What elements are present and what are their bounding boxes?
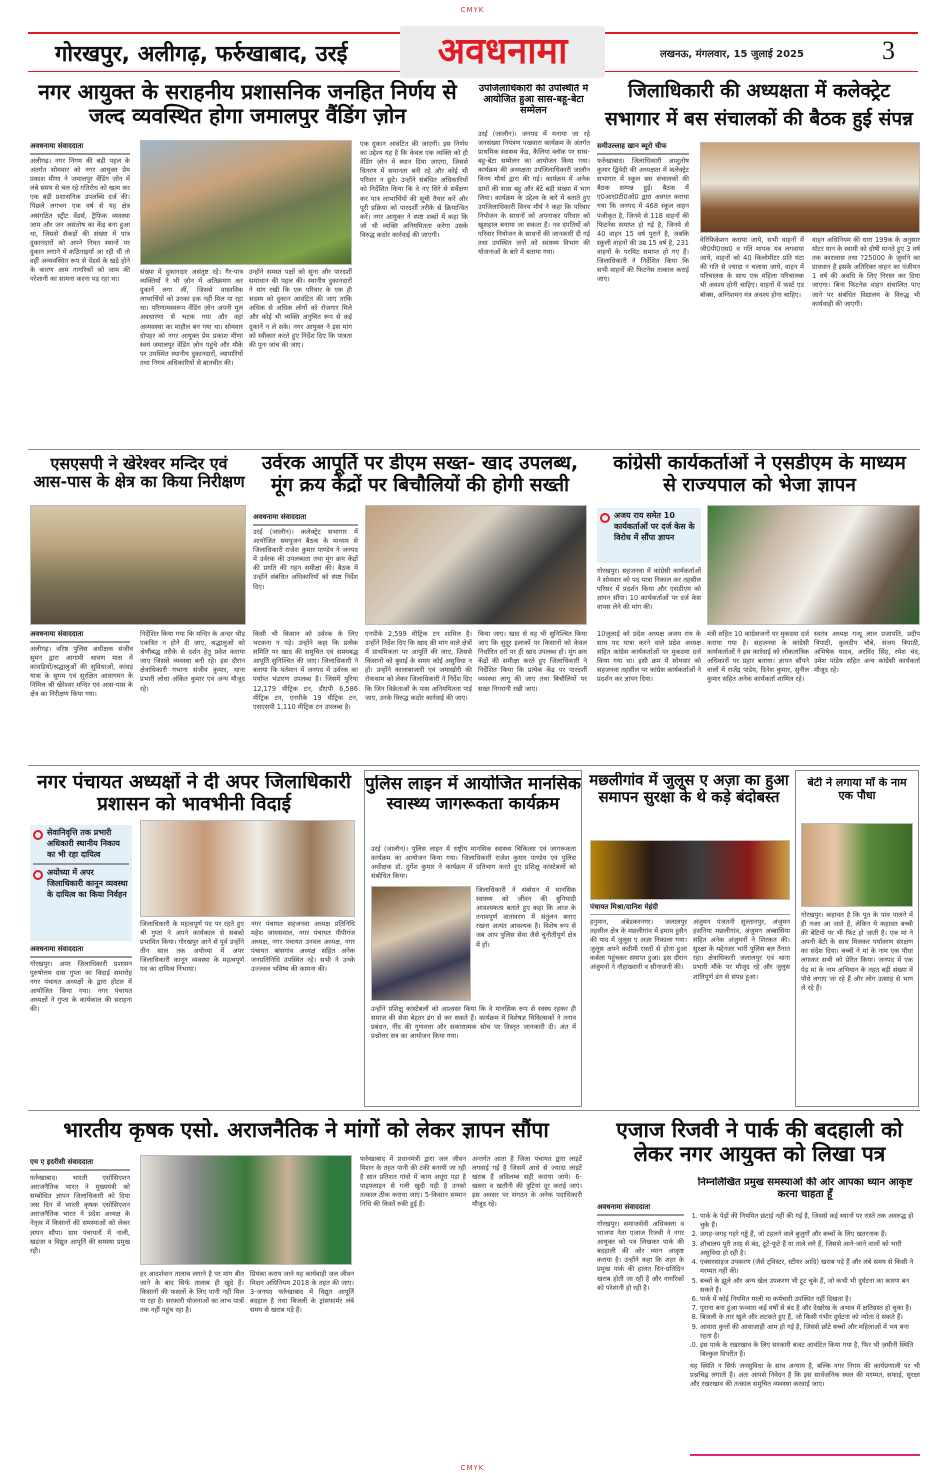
article-column: स्वतंत्र अध्यक्ष गन्धू लाल प्रजापति, प्रदीप त्रिपाठी, कुलदीप चौबे, संजय त्रिपाठी, अभिषेक यादव, अरविंद सिंह, रमेश चंद, उमेश पांडेय सहित अन्य कांग्रेसी कार्यकर्ता मौजूद रहे। [814,630,920,675]
page-number: 3 [882,36,895,65]
photo-farewell [140,820,355,917]
article-headline-congress [597,453,922,497]
article-column: जिलाधिकारी के महत्वपूर्ण पद पर रहते हुए श्री गुप्ता ने अपने कार्यकाल से सबको प्रभावित किया। गोरखपुर आने से पूर्व उन्होंने तीन साल तक अयोध्या में अपर जिलाधिकारी कानून व्यवस्था के महत्वपूर्ण पद का दायित्व निभाया। [140,920,244,974]
article-column: उन्होंने समस्त पक्षों को सुना और पारदर्शी समाधान की पहल की। स्थानीय दुकानदारों ने मांग रखी कि एक परिवार के एक ही सदस्य को दुकान आवंटित की जाए ताकि अधिक से अधिक लोगों को रोजगार मिले और कोई भी व्यक्ति अनुचित रूप से कई दुकानें न ले सके। नगर आयुक्त ने इस मांग को स्वीकार करते हुए निर्देश दिए कि पात्रता की पुनः जांच की जाए। [249,268,352,349]
article-column: किसी भी किसान को उर्वरक के लिए भटकना न पड़े। उन्होंने कहा कि प्रत्येक समिति पर खाद की समुचित एवं समयबद्ध आपूर्ति सुनिश्चित की जाए। जिलाधिकारी ने बताया कि वर्तमान में जनपद में उर्वरक का पर्याप्त भंडारण उपलब्ध है। जिसमें यूरिया 12,179 मीट्रिक टन, डीएपी 6,586 मीट्रिक टन, एनपीके 19 मीट्रिक टन, एसएसपी 1,110 मीट्रिक टन उपलब्ध है। [253,630,358,711]
problem-list-item: 5. बच्चों के झूले और अन्य खेल उपकरण भी टूट चुके हैं, जो कभी भी दुर्घटना का कारण बन सकते हैं। [700,1277,920,1295]
article-column: मंत्री सहित 10 कांग्रेसजनों पर मुकदमा दर्ज कराया गया है। सहजनवा के कांग्रेसी कार्यकर्ताओं ने इस कार्रवाई को लोकतांत्रिक अधिकारों पर प्रहार बताया। ज्ञापन सौंपने वालों में राजेंद्र पांडेय, दिनेश कुमार, सुनील कुमार सहित अनेक कार्यकर्ता शामिल रहे। [707,630,809,684]
dateline: लखनऊ, मंगलवार, 15 जुलाई 2025 [660,49,804,60]
closing-paragraph: यह स्थिति न सिर्फ जनसुविधा के साथ अन्याय है, बल्कि नगर निगम की कार्यप्रणाली पर भी प्रश्नचिह्न लगाती है। अतः आपसे निवेदन है कि इस सार्वजनिक स्थल की मरम्मत, सफाई, सुरक्षा और रखरखाव की तत्काल समुचित व्यवस्था करवाई जाए। [690,1361,920,1388]
article-column: अलीगढ़। वरिष्ठ पुलिस अधीक्षक संजीव सुमन द्वारा आगामी श्रावण मास में कांवड़ियों/श्रद्धालुओं की सुविधाओं, कांवड़ यात्रा के सुगम एवं सुरक्षित आवागमन के निमित्त श्री खेरेश्वर मन्दिर एवं आस-पास के क्षेत्र का निरीक्षण किया गया। [30,645,133,699]
article-column: जिलाधिकारी ने संबोधन में मानसिक स्वास्थ्य को जीवन की बुनियादी आवश्यकता बताते हुए कहा कि आज के तनावपूर्ण वातावरण में संतुलन बनाए रखना अत्यंत आवश्यक है। विशेष रूप से जब आप पुलिस सेवा जैसे चुनौतीपूर्ण क्षेत्र में हों। [476,886,576,949]
byline: अवधनामा संवाददाता [30,142,130,155]
headline-line: समापन सुरक्षा के थे कड़े बंदोबस्त [598,788,780,807]
article-headline-procession [585,772,793,807]
photo-congress-memorandum [707,505,920,625]
article-column: गोरखपुर। अपर जिलाधिकारी प्रशासन पुरुषोत्तम दास गुप्ता का विदाई समारोह नगर पंचायत अध्यक्षों के द्वारा होटल में आयोजित किया गया। नगर पंचायत अध्यक्षों ने गुप्ता के कार्यकाल की सराहना की। [30,960,132,1014]
photo-police-event [371,886,471,1001]
headline-line: स्वास्थ्य जागरूकता कार्यक्रम [386,793,560,814]
problem-list [690,1212,920,1360]
headline-line: जिलाधिकारी की अध्यक्षता में कलेक्ट्रेट [627,80,890,102]
article-column: उरई (जालौन)। कलेक्ट्रेट सभागार में आयोजित समपुजन बैठक के माध्यम से जिलाधिकारी राजेश कुमार पाण्डेय ने जनपद में उर्वरक की उपलब्धता तथा मूंग क्रय केंद्रों की प्रगति की गहन समीक्षा की। बैठक में उन्होंने संबंधित अधिकारियों को स्पष्ट निर्देश दिए। [253,528,358,591]
article-headline-tree: बेटी ने लगाया माँ के नाम एक पौधा [807,777,907,802]
article-column: वाहन अधिनियम की धारा 199क के अनुसार मोटर यान के स्वामी को दोषी मानते हुए 3 वर्ष तक कारावास तथा ?25000 के जुर्माने का प्रावधान है इसके अतिरिक्त वाहन का पंजीयन 1 वर्ष की अवधि के लिए निरस्त कर दिया जाएगा। बिना फिटनेस वाहन संचालित पाए जाने पर संबंधित विद्यालय के विरुद्ध भी कार्यवाही की जाएगी। [812,236,920,308]
article-column: प्रियंका कराय जाने यह कार्यवाही जल जीवन मिशन अधिनियम 2018 के तहत की जाए। 3-जनपद फर्रुखाबाद में विद्युत आपूर्ति बदहाल है तथा बिजली के ट्रांसफार्मर लंबे समय से खराब पड़े हैं। [250,1270,354,1315]
article-column: फर्रुखाबाद में प्रधानमंत्री द्वारा जल जीवन मिशन के तहत पानी की टंकी बनायी जा रही है सात प्रतिशत गांवो में काम अधूरा पड़ा है पाइपलाइन से गली खुदी पड़ी है उनको तत्काल ठीक कराया जाए। 5-किसान सम्मान निधि की किस्तें रुकी हुई हैं। [360,1155,466,1209]
photo-dm-meeting [365,505,587,625]
section-divider [28,1110,920,1111]
problem-list-block [690,1212,920,1452]
photo-farmers-memorandum [140,1155,352,1265]
highlight-text: अयोध्या में अपर जिलाधिकारी कानून व्यवस्था के दायित्व का किया निर्वहन [47,868,128,899]
highlight-box [30,825,132,941]
article-column: एनपीके 2,599 मीट्रिक टन शामिल है। उन्होंने निर्देश दिए कि खाद की मांग वाले क्षेत्रों में प्राथमिकता पर आपूर्ति की जाए, जिससे किसानों को बुवाई के समय कोई असुविधा न हो। उन्होंने कालाबाजारी एवं जमाखोरी की रोकथाम को लेकर जिलाधिकारी ने निर्देश दिए कि जिन विक्रेताओं के पास अनियमितता पाई जाए, उनके विरुद्ध कठोर कार्रवाई की जाए। [365,630,472,702]
headline-line: उर्वरक आपूर्ति पर डीएम सख्त- खाद उपलब्ध, [261,453,579,474]
article-headline-ssp [30,455,248,492]
article-headline-park [597,1118,922,1166]
article-headline-mental-health [365,775,581,814]
highlight-bullet [33,868,129,900]
article-column: किया जाए। खाद से यह भी सुनिश्चित किया जाए कि सुदूर इलाकों पर किसानों को केवल निर्धारित दरों पर ही खाद उपलब्ध हो। मूंग क्रय केंद्रों की समीक्षा करते हुए जिलाधिकारी ने निर्देशित किया कि प्रत्येक केंद्र पर पारदर्शी व्यवस्था लागू की जाए तथा बिचौलियों पर सख्त निगरानी रखी जाए। [478,630,587,693]
article-column: हर आदर्शवान तालाब लगाने है पर मांग बीत जाने के बाद सिर्फ तालाब ही खुदे हैं। किसानों की फसलों के लिए पानी नहीं मिल पा रहा है। सरकारी योजनाओं का लाभ पात्रों तक नहीं पहुंच रहा है। [140,1270,244,1315]
headline-line: जल्द व्यवस्थित होगा जमालपुर वैंडिंग ज़ोन [89,104,406,129]
headline-line: एसएसपी ने खेरेश्वर मन्दिर एवं [50,455,228,473]
highlight-text: सेवानिवृत्ति तक प्रभारी अधिकारी स्थानीय निकाय का भी रहा दायित्व [47,828,120,859]
article-column: एक दुकान आवंटित की जाएगी। इस निर्णय का उद्देश्य यह है कि केवल एक व्यक्ति को ही वेंडिंग ज़ोन में स्थान दिया जाएगा, जिससे वितरण में समानता बनी रहे और कोई भी परिवार न छूटे। उन्होंने संबंधित अधिकारियों को निर्देशित किया कि वे नए सिरे से सर्वेक्षण कर पात्र लाभार्थियों की सूची तैयार करें और पूरी प्रक्रिया को पारदर्शी तरीके से क्रियान्वित करें। नगर आयुक्त ने स्पष्ट शब्दों में कहा कि जो भी व्यक्ति अनियमितता करेगा उसके विरुद्ध कठोर कार्रवाई की जाएगी। [360,140,468,239]
highlight-text: अजय राय समेत 10 कार्यकर्ताओं पर दर्ज केस के विरोध में सौंपा ज्ञापन [614,511,695,542]
problem-list-item: 1. पार्क के पेड़ों की नियमित छंटाई नहीं की गई है, जिससे कई स्थानों पर रास्ते तक अवरुद्ध हो चुके हैं। [700,1212,920,1230]
highlight-bullet [33,828,129,865]
color-registration-mark: CMYK [460,6,485,14]
headline-line: से राज्यपाल को भेजा ज्ञापन [663,473,856,496]
problem-list-item: 2. जगह-जगह गहरे गड्ढे हैं, जो टहलने वाले बुजुर्गों और बच्चों के लिए खतरनाक हैं। [700,1230,920,1239]
article-headline-saas-bahu: उपजिलाधिकारी की उपस्थिति में आयोजित हुआ सास-बहू-बेटा सम्मेलन [478,84,589,116]
problem-list-item: 8. बिजली के तार खुले और लटकते हुए हैं, जो किसी गंभीर दुर्घटना को न्योता दे सकते हैं। [700,1313,920,1322]
article-column: उरई (जालौन)। जनपद में मनाया जा रहे जनसंख्या नियंत्रण पखवारा कार्यक्रम के अंतर्गत प्राथमिक स्वास्थ्य केंद्र, कैलिया ब्लॉक पर सास-बहू-बेटा सम्मेलन का आयोजन किया गया। कार्यक्रम की अध्यक्षता उपजिलाधिकारी जालौन विनय मौर्या द्वारा की गई। कार्यक्रम में अनेक ग्रामों की सास बहू और बेटे बड़ी संख्या में भाग लिया। कार्यक्रम के उद्देश्य के बारे में बताते हुए उपजिलाधिकारी विनय मौर्य ने कहा कि परिवार नियोजन के साधनों को अपनाकर परिवार को खुशहाल बनाया जा सकता है। नव दंपतियों को परिवार नियोजन के साधनों की जानकारी दी गई तथा उपस्थित जनों को स्वास्थ्य विभाग की योजनाओं के बारे में बताया गया। [478,130,590,257]
boxed-article-police-line [364,770,582,1107]
headline-line: लेकर नगर आयुक्त को लिखा पत्र [633,1142,886,1167]
headline-line: नगर आयुक्त के सराहनीय प्रशासनिक जनहित निर्णय से [38,80,457,104]
article-column: गोरखपुर। सहजनवा में कांग्रेसी कार्यकर्ताओं ने सोमवार को पद यात्रा निकाल कर तहसील परिसर में प्रदर्शन किया और एसडीएम को ज्ञापन सौंपा। 10 कार्यकर्ताओं पर दर्ज केस वापस लेने की मांग की। [597,567,701,612]
article-headline-farewell [30,772,358,816]
boxed-article-tree-planting [795,770,919,1107]
article-column: निर्देशित किया गया कि मन्दिर के अन्दर भीड़ एकत्रित न होने दी जाए, श्रद्धालुओं को श्रेणीबद्ध तरीके से दर्शन हेतु प्रवेश कराया जाए जिससे व्यवस्था बनी रहे। इस दौरान क्षेत्राधिकारी गभाना संजीव कुमार, थाना प्रभारी लोधा अंकित कुमार एवं अन्य मौजूद रहे। [140,630,245,693]
article-column: फर्रुखाबाद। भारती एसोसिएशन अराजनैतिक भारत ने मुख्यमंत्री को सम्बोधित ज्ञापन जिलाधिकारी को दिया जस दिन में भारती कृषक एसोसिएशन अराजनैतिक भारत ने प्रदेश अध्यक्ष के नेतृत्व में किसानों की समस्याओं को लेकर ज्ञापन सौंपा। ग्राम पंचायतों में नाली, खड़ंजा व विद्युत आपूर्ति की समस्या प्रमुख रही। [30,1174,130,1255]
headline-line: नगर पंचायत अध्यक्षों ने दी अपर जिलाधिकारी [37,772,351,793]
byline: अवधनामा संवाददाता [30,630,130,643]
bullet-ring-icon [33,870,43,880]
article-column: वेरिफिकेशन कराया जाये, सभी वाहनों में जी0पी0एस0 व गति मापक यंत्र लगवाया जाये, वाहनों को 40 किलोमीटर प्रति घंटा की गति से ज्यादा न चलाया जाये, वाहन में परिचालक के साथ एक महिला परिचालक भी अवश्य होनी चाहिए। वाहनों में फर्स्ट एड बॉक्स, अग्निशमन यंत्र अवश्य होना चाहिए। [700,236,804,299]
headline-line: प्रशासन को भावभीनी विदाई [97,792,291,815]
article-column: नगर पंचायत सहजनवा अध्यक्ष प्रतिनिधि महेश जायसवाल, नगर पंचायत पीपीगंज अध्यक्ष, नगर पंचायत उनवल अध्यक्ष, नगर पंचायत बांसगांव अध्यक्ष सहित अनेक जनप्रतिनिधि उपस्थित रहे। सभी ने उनके उज्ज्वल भविष्य की कामना की। [251,920,355,974]
article-column: उन्होंने प्रशिक्षु कांस्टेबलों को आश्वस्त किया कि वे मानसिक रूप से स्वस्थ रहकर ही समाज की सेवा बेहतर ढंग से कर सकते हैं। कार्यक्रम में विशेषज्ञ चिकित्सकों ने तनाव प्रबंधन, नींद की गुणवत्ता और सकारात्मक सोच पर विस्तृत जानकारी दी। अंत में प्रश्नोत्तर सत्र का आयोजन किया गया। [371,1005,576,1041]
photo-commissioner-inspection [140,140,352,265]
article-headline-bus-meeting [595,77,923,133]
accent-rule [690,1454,920,1456]
photo-bus-meeting [700,142,920,233]
photo-ssp-inspection [30,505,246,625]
article-column: 10जुलाई को प्रदेश अध्यक्ष अजय राय के साथ पद यात्रा करने वाले प्रदेश अध्यक्ष सहित कांग्रेस कार्यकर्ताओं पर मुकदमा दर्ज किया गया था। इसी क्रम में सोमवार को सहजनवा तहसील पर कांग्रेस कार्यकर्ताओं ने प्रदर्शन कर ज्ञापन दिया। [597,630,701,684]
section-divider [28,765,920,766]
byline: अवधनामा संवाददाता [30,945,132,958]
headline-line: मूंग क्रय केंद्रों पर बिचौलियों की होगी सख्ती [271,473,569,496]
article-headline-fertilizer [250,453,590,497]
article-column: अलीगढ़। नगर निगम की बड़ी पहल के अंतर्गत सोमवार को नगर आयुक्त प्रेम प्रकाश मीणा ने जमालपुर वेंडिंग ज़ोन में लंबे समय से चल रहे गतिरोध को खत्म कर एक बड़ी प्रशासनिक उपलब्धि दर्ज की। पिछले लगभग एक वर्ष से यह क्षेत्र असंगठित स्ट्रीट वेंडर्स, ट्रैफिक व्यवस्था जाम और जन असंतोष का केंद्र बना हुआ था, जिससे सैकड़ों की संख्या में पात्र दुकानदारों को अपने नियत स्थानों पर दुकान लगाने में कठिनाइयाँ आ रही थीं तो वहीं अव्यवस्थित रूप से वेंडर्स के खड़े होने के कारण आम नागरिकों को जाम की परेशानी का सामना करना पड़ रहा था। [30,157,130,284]
headline-line: सभागार में बस संचालकों की बैठक हुई संपन्न [605,108,913,130]
byline: समीउल्लाह खान ब्यूरो चीफ [597,142,689,155]
byline: अवधनामा संवाददाता [253,513,358,526]
subheadline: निम्नलिखित प्रमुख समस्याओं की ओर आपका ध्यान आकृष्ट करना चाहता हूँ [697,1177,913,1200]
problem-list-item: 9. आवारा कुत्तों की आवाजाही आम हो गई है, जिससे छोटे बच्चों और महिलाओं में भय बना रहता है। [700,1323,920,1341]
article-column: फर्रुखाबाद। जिलाधिकारी आशुतोष कुमार द्विवेदी की अध्यक्षता में कलेक्ट्रेट सभागार में स्कूल बस संचालकों की बैठक सम्पन्न हुई। बैठक में ए0आर0टी0ओ0 द्वारा अवगत कराया गया कि जनपद में 468 स्कूल वाहन पंजीकृत है, जिनमे से 118 वाहनों की फिटनेस समाप्त हो गई है, जिनमे से 40 वाहन 15 वर्ष पुराने है, जबकि स्कूली वाहनों की उम्र 15 वर्ष है, 231 वाहनों के परमिट समाप्त हो गए हैं। जिलाधिकारी ने निर्देशित किया कि सभी वाहनों की फिटनेस तत्काल कराई जाए। [597,157,689,284]
headline-line: पुलिस लाइन में आयोजित मानसिक [365,775,581,794]
article-column: हनुमान, अंबेडकरनगर। जलालपुर तहसील क्षेत्र के मछलीगांव में इमाम हुसैन की याद में जुलूस ए अज़ा निकाला गया। जुलूस अपने कदीमी रास्तों से होता हुआ कर्बला पहुंचकर समाप्त हुआ। इस दौरान अंजुमनों ने नौहाख्वानी व सीनाजनी की। [590,918,687,972]
highlight-box [597,508,701,563]
article-headline-jamalpur [30,80,465,128]
byline: पंचायत मिश्रा/दानिश मेहंदी [590,903,790,915]
article-column: अंजुमन पंजतनी सुल्तानपुर, अंजुमन हसनिया मछलीगांव, अंजुमन अब्बासिया सहित अनेक अंजुमनों ने शिरकत की। सुरक्षा के मद्देनजर भारी पुलिस बल तैनात रहा। क्षेत्राधिकारी जलालपुर एवं थाना प्रभारी मौके पर मौजूद रहे और जुलूस शांतिपूर्ण ढंग से संपन्न हुआ। [693,918,790,981]
bullet-ring-icon [600,513,610,523]
headline-line: मछलीगांव में जुलूस ए अज़ा का हुआ [589,772,789,789]
problem-list-item: 4. एक्सरसाइज उपकरण (जैसे ट्विस्टर, स्टीयर आदि) खराब पड़े हैं और लंबे समय से किसी ने मरम्मत नहीं की। [700,1258,920,1276]
problem-list-item: 7. पुराना बना हुआ फव्वारा कई वर्षों से बंद है और देखरेख के अभाव में क्षतिग्रस्त हो चुका है। [700,1304,920,1313]
problem-list-item: 3. शौचालय पूरी तरह से बंद, टूटे-फूटे हैं या ताले लगे हैं, जिससे आने-जाने वालों को भारी असुविधा हो रही है। [700,1240,920,1258]
problem-list-item: 10. इस पार्क के रखरखाव के लिए सरकारी बजट आवंटित किया गया है, फिर भी ज़मीनी स्थिति बिल्कुल विपरीत है। [700,1341,920,1359]
article-intro: उरई (जालौन)। पुलिस लाइन में राष्ट्रीय मानसिक स्वास्थ्य चिकित्सा एवं जागरूकता कार्यक्रम का आयोजन किया गया। जिलाधिकारी राजेश कुमार पाण्डेय एवं पुलिस अधीक्षक डॉ. दुर्गेश कुमार ने कार्यक्रम में प्रतिभाग करते हुए प्रशिक्षु कांस्टेबलों को संबोधित किया। [371,845,576,881]
photo-tree-planting [801,823,913,907]
headline-line: आस-पास के क्षेत्र का किया निरीक्षण [33,472,245,492]
section-divider [28,449,920,450]
newspaper-logo: अवधनामा [400,26,605,78]
photo-procession [590,840,790,900]
article-headline-farmers: भारतीय कृषक एसो. अराजनैतिक ने मांगों को लेकर ज्ञापन सौंपा [63,1118,549,1142]
article-column: गोरखपुर। समाजसेवी अधिवक्ता व भाजपा नेता एजाज रिजवी ने नगर आयुक्त को पत्र लिखकर पार्क की बदहाली की ओर ध्यान आकृष्ट कराया है। उन्होंने कहा कि शहर के प्रमुख पार्क की हालत दिन-प्रतिदिन खराब होती जा रही है और नागरिकों को परेशानी हो रही है। [597,1220,684,1292]
headline-line: एजाज रिजवी ने पार्क की बदहाली को [616,1118,903,1142]
highlight-bullet [600,511,698,543]
headline-line: कांग्रेसी कार्यकर्ताओं ने एसडीएम के माध्यम [613,453,906,474]
section-title: गोरखपुर, अलीगढ़, फर्रुखाबाद, उरई [55,42,348,67]
article-column: संख्या में दुकानदार असंतुष्ट रहे। गैर-पात्र व्यक्तियों ने भी ज़ोन में अतिक्रमण कर दुकानें लगा लीं, जिससे वास्तविक लाभार्थियों को उनका हक नहीं मिल पा रहा था। परिणामस्वरूप वेंडिंग ज़ोन अपनी मूल अवधारणा से भटक गया और वहां अव्यवस्था का माहौल बन गया था। सोमवार दोपहर को नगर आयुक्त प्रेम प्रकाश मीणा स्वयं जमालपुर वेंडिंग ज़ोन पहुंचे और मौके पर उपस्थित स्थानीय दुकानदारों, व्यापारियों तथा निगम अधिकारियों से बातचीत की। [140,268,243,367]
bullet-ring-icon [33,830,43,840]
color-registration-mark: CMYK [460,1464,485,1472]
article-column: गोरखपुर। कहावत है कि पूत के पांव पालने में ही नजर आ जाते हैं, लेकिन ये कहावत बच्ची की बेटियों पर भी फिट हो जाती है। एक मां ने अपनी बेटी के साथ मिलकर पर्यावरण संरक्षण का संदेश दिया। बच्ची ने मां के नाम एक पौधा लगाकर सभी को प्रेरित किया। जनपद में एक पेड़ मां के नाम अभियान के तहत बड़ी संख्या में पौधे लगाए जा रहे हैं और लोग उत्साह से भाग ले रहे हैं। [801,911,913,992]
article-column: अन्तर्गत आता है जिला पंचायत द्वारा लाइटें लगवाई गई है जिसमें आधे से ज्यादा लाइटें खराब हैं अविलम्ब सही कराया जाये। 6- खसरा व खतौनी की त्रुटियां दूर कराई जाएं। इस अवसर पर संगठन के अनेक पदाधिकारी मौजूद रहे। [472,1155,582,1209]
problem-list-item: 6. पार्क में कोई नियमित माली या कर्मचारी उपस्थित नहीं दिखता है। [700,1295,920,1304]
byline: एम ए इदरीसी संवाददाता [30,1158,130,1171]
byline: अवधनामा संवाददाता [597,1203,684,1216]
